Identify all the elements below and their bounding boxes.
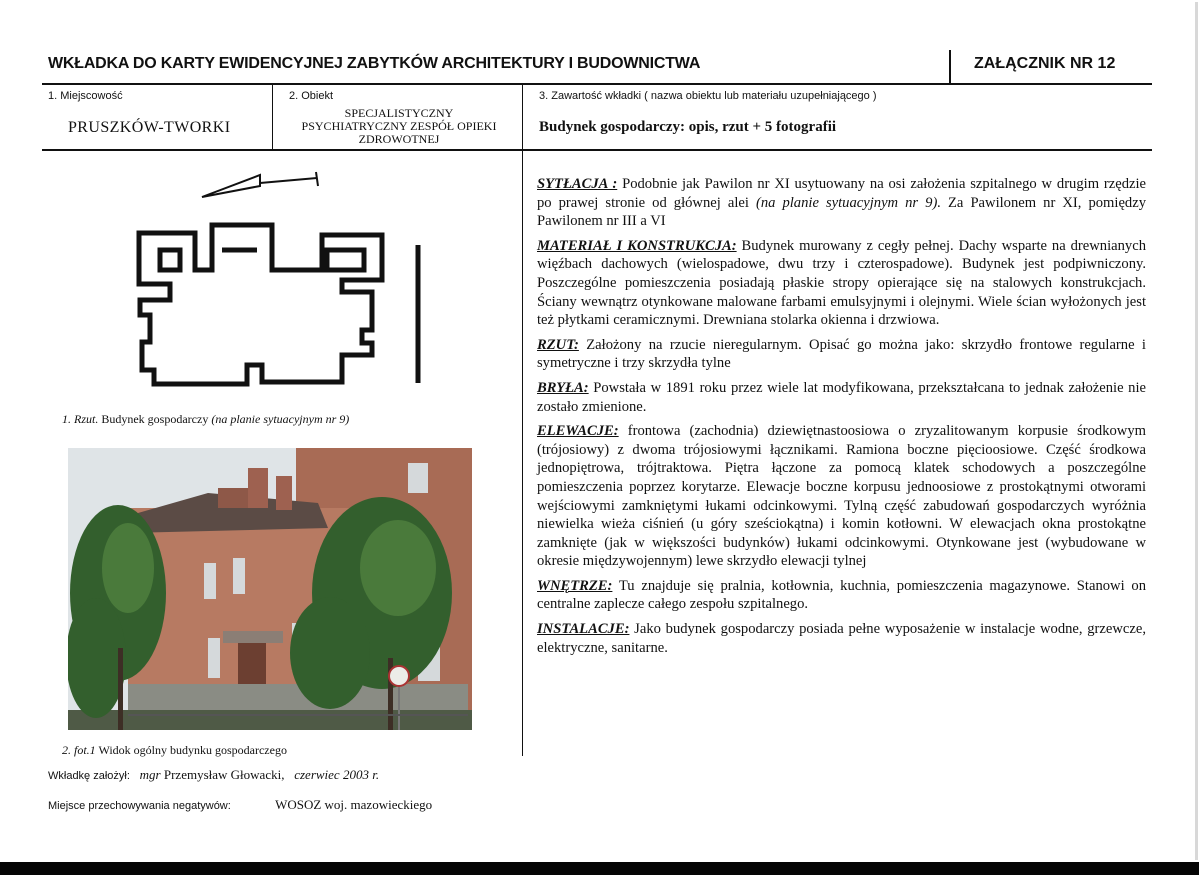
plan-caption-text: Budynek gospodarczy — [101, 412, 209, 426]
locality-value: PRUSZKÓW-TWORKI — [68, 119, 231, 136]
building-photo — [68, 448, 472, 730]
object-line-3: ZDROWOTNEJ — [358, 132, 440, 146]
building-outline — [139, 225, 382, 384]
locality-label: 1. Miejscowość — [48, 90, 123, 102]
description-column — [537, 175, 1146, 663]
object-label: 2. Obiekt — [289, 90, 334, 102]
section-label: RZUT: — [537, 336, 579, 353]
column-divider — [522, 84, 523, 756]
section-text: frontowa (zachodnia) dziewiętnastoosiowa o zryzalitowanym korpusie środkowym (trójosiowy) z dwoma trójosiowymi łącznikami. Ramiona boczne pięcioosiowe. Część środkowa jednopiętrowa, trójtraktowa. Piętra łączone za pomocą klatek schodowych a poszczególne pomieszczenia poprzez korytarze. Elewacje boczne korpusu jednoosiowe z prostokątnymi otworami wejściowymi zamkniętymi łukami odcinkowymi. Tylną część zabudowań gospodarczych wyróżnia niewielka wieża ciśnień (u góry sześciokątna) i komin kotłowni. W elewacjach okna prostokątne zamknięte (jak w większości budynków) łukami odcinkowymi. Otynkowane jest (wybudowane w okresie międzywojennym) lewe skrzydło elewacji tylnej — [537, 423, 1146, 570]
section-text: Budynek murowany z cegły pełnej. Dachy wsparte na drewnianych więźbach dachowych (wielospadowe, dwu trzy i czterospadowe). Budynek jest podpiwniczony. Poszczególne pomieszczenia posiadają płaskie stropy opierające się na stalowych konstrukcjach. Ściany wewnątrz otynkowane malowane farbami emulsyjnymi i olejnymi. Wiele ścian wyłożonych jest też płytkami ceramicznymi. Drewniana stolarka okienna i drzwiowa. — [537, 237, 1146, 329]
photo-caption-text: Widok ogólny budynku gospodarczego — [98, 743, 287, 757]
section-mass — [537, 379, 1146, 416]
object-value — [278, 107, 520, 149]
section-text: Powstała w 1891 roku przez wiele lat modyfikowana, przekształcana to jednak założenie nie zostało zmienione. — [537, 379, 1146, 415]
author-date: czerwiec 2003 r. — [294, 767, 380, 782]
annex-number: ZAŁĄCZNIK NR 12 — [974, 55, 1116, 72]
document-title: WKŁADKA DO KARTY EWIDENCYJNEJ ZABYTKÓW ARCHITEKTURY I BUDOWNICTWA — [48, 55, 701, 72]
record-card — [2, 2, 1198, 860]
author-name: Przemysław Głowacki, — [163, 767, 285, 782]
section-installations — [537, 620, 1146, 657]
storage-label: Miejsce przechowywania negatywów: — [48, 800, 231, 812]
section-label: BRYŁA: — [537, 379, 589, 396]
author-title: mgr — [139, 767, 161, 782]
plan-caption — [62, 412, 349, 427]
section-label: INSTALACJE: — [537, 621, 630, 638]
photo-caption-num: 2. — [62, 743, 71, 757]
author-row — [48, 767, 379, 783]
author-label: Wkładkę założył: — [48, 770, 130, 782]
header-separator — [949, 50, 951, 84]
contents-value: Budynek gospodarczy: opis, rzut + 5 fotografii — [539, 119, 837, 135]
plan-caption-abbr: Rzut. — [74, 412, 99, 426]
storage-row — [48, 797, 432, 813]
storage-value: WOSOZ woj. mazowieckiego — [275, 797, 433, 812]
contents-label: 3. Zawartość wkładki ( nazwa obiektu lub materiału uzupełniającego ) — [539, 90, 877, 102]
object-line-1: SPECJALISTYCZNY — [344, 107, 454, 120]
photo-caption-abbr: fot.1 — [74, 743, 96, 757]
section-label: MATERIAŁ I KONSTRUKCJA: — [537, 237, 737, 254]
scan-edge-band — [0, 862, 1199, 875]
section-label: SYTŁACJA : — [537, 176, 618, 192]
floor-plan-drawing — [132, 170, 432, 395]
section-text: Założony na rzucie nieregularnym. Opisać go można jako: skrzydło frontowe regularne i symetryczne i trzy skrzydła tylne — [537, 336, 1146, 372]
plan-caption-note: (na planie sytuacyjnym nr 9) — [211, 412, 350, 426]
section-text: Podobnie jak Pawilon nr XI usytuowany na osi założenia szpitalnego w drugim rzędzie po prawej stronie od głównej alei — [537, 176, 1147, 211]
north-arrow — [202, 172, 318, 197]
section-material — [537, 237, 1146, 330]
section-plan — [537, 336, 1146, 373]
fields-rule — [42, 149, 1152, 151]
section-label: ELEWACJE: — [537, 423, 619, 440]
section-situation — [537, 175, 1146, 231]
section-interior — [537, 577, 1146, 614]
plan-caption-num: 1. — [62, 412, 71, 426]
section-text: Jako budynek gospodarczy posiada pełne wyposażenie w instalacje wodne, grzewcze, elektryczne, sanitarne. — [537, 621, 1146, 656]
object-line-2: PSYCHIATRYCZNY ZESPÓŁ OPIEKI — [301, 119, 497, 133]
field-divider-1 — [272, 84, 273, 150]
section-elevations — [537, 422, 1146, 571]
section-text: Tu znajduje się pralnia, kotłownia, kuchnia, pomieszczenia magazynowe. Stanowi on centralne zaplecze całego zespołu szpitalnego. — [537, 577, 1146, 613]
photo-caption — [62, 743, 287, 758]
section-note: (na planie sytuacyjnym nr 9). — [755, 194, 941, 211]
section-label: WNĘTRZE: — [537, 577, 613, 594]
header-rule — [42, 83, 1152, 85]
section-text-end: Za Pawilonem nr XI, pomiędzy Pawilonem nr III a VI — [537, 194, 1146, 230]
